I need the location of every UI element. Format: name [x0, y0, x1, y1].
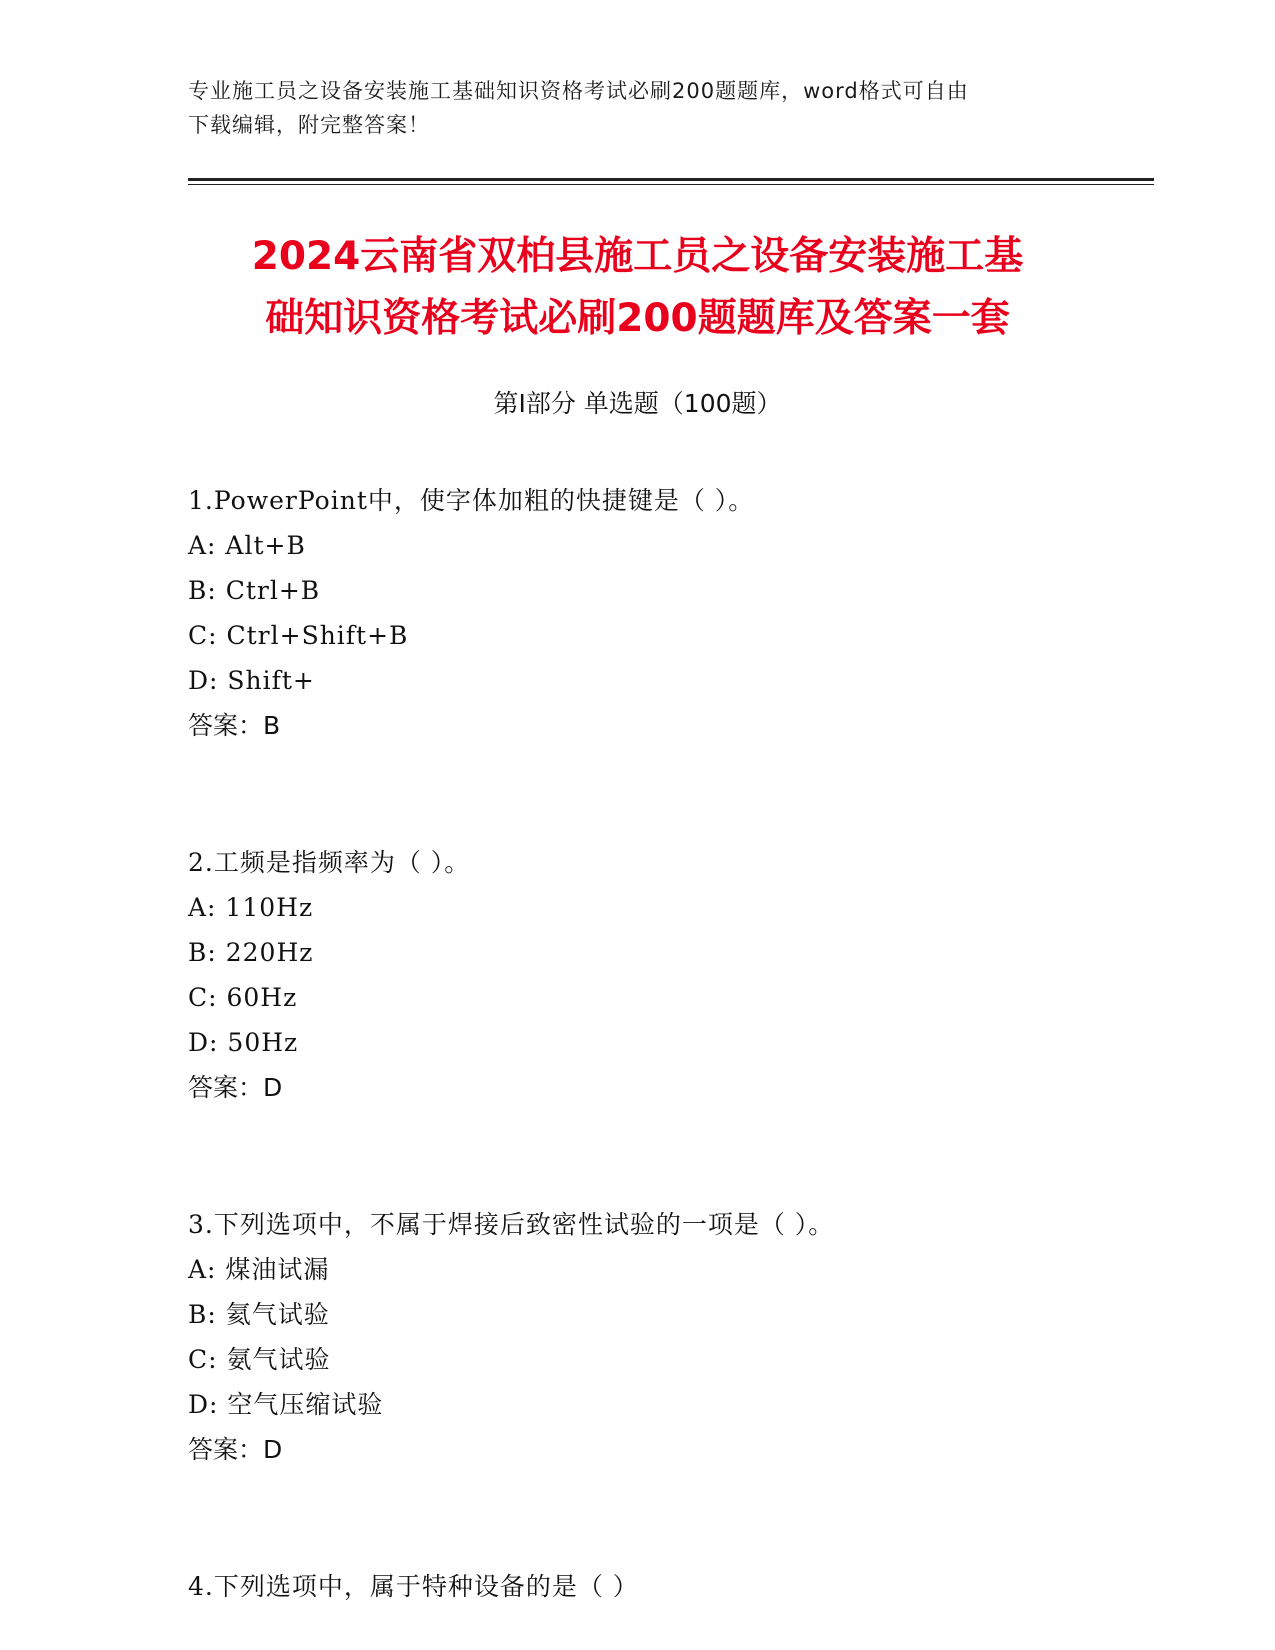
answer-line: 答案：B — [188, 711, 281, 740]
option-d: D: 空气压缩试验 — [188, 1390, 384, 1419]
option-b: B: 220Hz — [188, 938, 314, 967]
question-spacer — [188, 1110, 1168, 1202]
option-a: A: 110Hz — [188, 893, 314, 922]
question-spacer — [188, 1472, 1168, 1564]
answer-line: 答案：D — [188, 1435, 283, 1464]
document-title-line-1: 2024云南省双柏县施工员之设备安装施工基 — [251, 234, 1024, 279]
question-list — [188, 478, 1168, 1609]
option-c: C: 60Hz — [188, 983, 298, 1012]
question-stem: 2.工频是指频率为（ ）。 — [188, 848, 471, 877]
question-stem: 3.下列选项中，不属于焊接后致密性试验的一项是（ ）。 — [188, 1210, 835, 1239]
header-note-line-2: 下载编辑，附完整答案！ — [188, 113, 430, 137]
option-d: D: 50Hz — [188, 1028, 299, 1057]
option-c: C: 氨气试验 — [188, 1345, 331, 1374]
document-title — [150, 226, 1125, 350]
question-spacer — [188, 748, 1168, 840]
option-a: A: 煤油试漏 — [188, 1255, 330, 1284]
header-rule-thin — [188, 184, 1154, 185]
header-note — [188, 74, 1088, 142]
question-3 — [188, 1202, 1168, 1472]
option-b: B: 氦气试验 — [188, 1300, 330, 1329]
header-rule-thick — [188, 178, 1154, 181]
question-stem: 1.PowerPoint中，使字体加粗的快捷键是（ ）。 — [188, 486, 755, 515]
option-a: A: Alt+B — [188, 531, 306, 560]
question-4 — [188, 1564, 1168, 1609]
answer-line: 答案：D — [188, 1073, 283, 1102]
question-2 — [188, 840, 1168, 1110]
option-c: C: Ctrl+Shift+B — [188, 621, 409, 650]
option-b: B: Ctrl+B — [188, 576, 321, 605]
section-heading: 第Ⅰ部分 单选题（100题） — [493, 389, 782, 418]
question-stem: 4.下列选项中，属于特种设备的是（ ） — [188, 1572, 639, 1601]
document-title-line-2: 础知识资格考试必刷200题题库及答案一套 — [265, 296, 1010, 341]
option-d: D: Shift+ — [188, 666, 315, 695]
header-note-line-1: 专业施工员之设备安装施工基础知识资格考试必刷200题题库，word格式可自由 — [188, 79, 969, 103]
question-1 — [188, 478, 1168, 748]
